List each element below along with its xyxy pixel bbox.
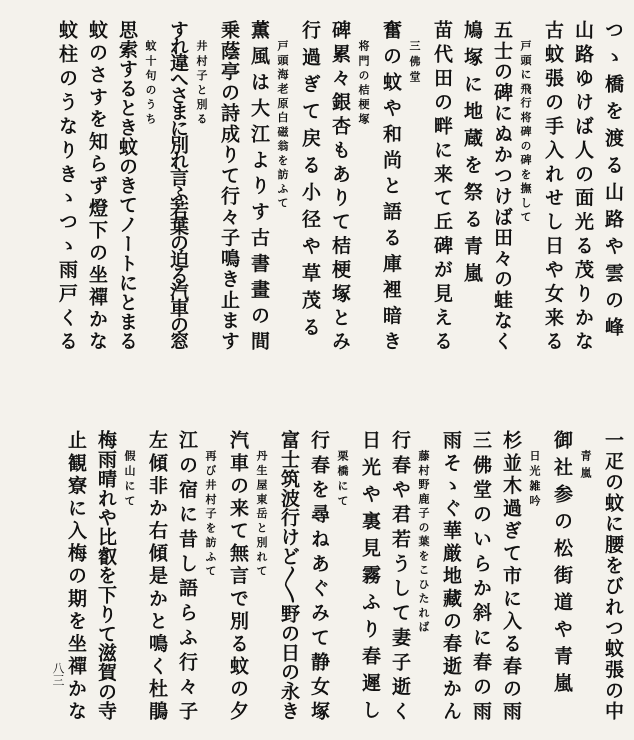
haiku-line: 乗蔭亭の詩成りて行々子鳴き止ます (218, 20, 240, 352)
haiku-line: 碑累々銀杏もありて桔梗塚とみ (329, 20, 351, 355)
haiku-line: 江の宿に昔し語らふ行々子 (176, 430, 198, 726)
headnote: 三佛堂 (408, 40, 421, 87)
headnote: 戸頭海老原白磁翁を訪ふて (276, 40, 289, 212)
haiku-line: 行春を尋ねあぐみて静女塚 (308, 430, 330, 726)
haiku-line: 梅雨晴れや比叡を下りて滋賀の寺 (95, 430, 117, 721)
page-number: 八三 (51, 662, 65, 686)
headnote: 将門の桔梗塚 (357, 40, 370, 128)
haiku-line: 富士筑波行けど〳〵野の日の永き (278, 430, 300, 720)
haiku-line: 左傾非か右傾是かと鳴く杜鵑 (146, 430, 168, 724)
haiku-line: 杉並木過ぎて市に入る春の雨 (500, 430, 522, 724)
haiku-line: 山路ゆけば人の面光る茂りかな (572, 20, 594, 355)
haiku-line: 鳩塚に地蔵を祭る青嵐 (461, 20, 483, 290)
haiku-line: 雨そゝぐ華厳地藏の春逝かん (440, 430, 462, 724)
haiku-line: 薫風は大江よりす古書畫の間 (248, 20, 270, 357)
haiku-line: 苗代田の畔に来て丘碑が見える (431, 20, 453, 355)
haiku-line: 三佛堂のいらか斜に春の雨 (470, 430, 492, 726)
haiku-line: すれ違へさまに別れ言ふ若葉の迫る汽車の窓 (167, 20, 189, 348)
headnote: 青嵐 (579, 450, 592, 484)
haiku-line: 五士の碑にぬかつけば田々の蛙なく (491, 20, 513, 352)
haiku-line: 日光や裏見霧ふり春遲し (359, 430, 381, 727)
headnote: 日光雑吟 (528, 450, 541, 510)
haiku-line: 行過ぎて戻る小径や草茂る (299, 20, 321, 344)
haiku-line: 蚊柱のうなりきゝつゝ雨戸くる (56, 20, 78, 355)
haiku-line: 御社参の松街道や青嵐 (551, 430, 573, 700)
haiku-line: つゝ橋を渡る山路や雲の峰 (602, 20, 624, 344)
haiku-line: 古蚊張の手入れせし日や女来る (542, 20, 564, 355)
headnote: 假山にて (123, 450, 136, 510)
haiku-line: 思索するとき蚊のきてノートにとまる (116, 20, 138, 351)
haiku-line: 蚊のさすを知らず燈下の坐禪かな (86, 20, 108, 354)
haiku-line: 行春や君若うして妻子逝く (389, 430, 411, 726)
headnote: 蚊十句のうち (144, 40, 157, 128)
headnote: 戸頭に飛行将碑の碑を撫して (519, 40, 532, 226)
haiku-line: 奮の蚊や和尚と語る庫裡暗き (380, 20, 402, 357)
headnote: 藤村野鹿子の葉をこひたれば (417, 450, 430, 636)
haiku-line: 汽車の来て無言で別る蚊の夕 (227, 430, 249, 724)
haiku-line: 一疋の蚊に腰をびれつ蚊張の中 (602, 430, 624, 722)
headnote: 栗橋にて (336, 450, 349, 510)
headnote: 丹生屋東岳と別れて (255, 450, 268, 580)
headnote: 再び井村子を訪ふて (204, 450, 217, 580)
headnote: 井村子と別る (195, 40, 208, 128)
haiku-line: 止観寮に入梅の期を坐禪かな (65, 430, 87, 724)
